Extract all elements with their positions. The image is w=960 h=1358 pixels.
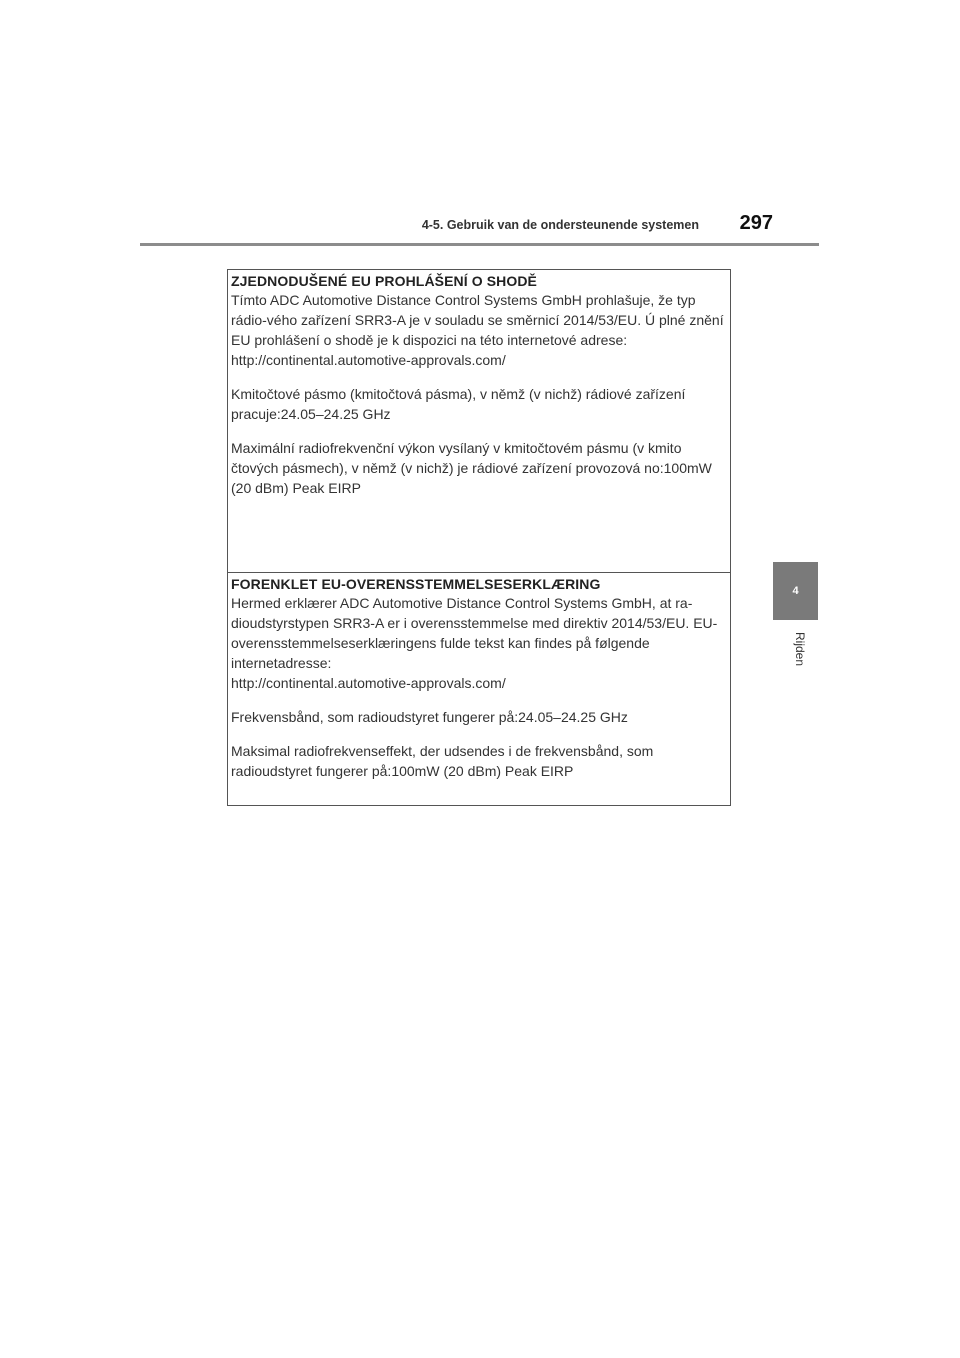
declaration-intro-text: Hermed erklærer ADC Automotive Distance Control Systems GmbH, at ra-dioudstyrstypen SRR3-A er i overensstemmelse med direktiv 2014/53/EU. EU-overensstemmelseserklæringens fulde tekst kan findes på følgende internetadresse:: [231, 595, 718, 671]
chapter-label: Rijden: [793, 632, 807, 667]
declaration-frequency-band: Frekvensbånd, som radioudstyret fungerer på:24.05–24.25 GHz: [231, 709, 628, 725]
chapter-tab: [773, 562, 818, 620]
declaration-title: ZJEDNODUŠENÉ EU PROHLÁŠENÍ O SHODĚ: [231, 273, 537, 289]
chapter-number: 4: [792, 585, 799, 597]
declaration-title: FORENKLET EU-OVERENSSTEMMELSESERKLÆRING: [231, 576, 601, 592]
declaration-frequency-band: Kmitočtové pásmo (kmitočtová pásma), v němž (v nichž) rádiové zařízení pracuje:24.05–24.25 GHz: [231, 386, 686, 422]
declaration-intro: [231, 593, 728, 693]
header-rule: [140, 243, 819, 246]
declaration-box: [227, 269, 731, 806]
declaration-danish: [228, 572, 730, 805]
page-number: 297: [739, 212, 773, 234]
declaration-max-power: Maximální radiofrekvenční výkon vysílaný v kmitočtovém pásmu (v kmito čtových pásmech), v němž (v nichž) je rádiové zařízení provozová no:100mW (20 dBm) Peak EIRP: [231, 440, 712, 496]
declaration-intro-text: Tímto ADC Automotive Distance Control Systems GmbH prohlašuje, že typ rádio-vého zařízení SRR3-A je v souladu se směrnicí 2014/53/EU. Ú plné znění EU prohlášení o shodě je k dispozici na této internetové adrese:: [231, 292, 724, 348]
declaration-intro: [231, 290, 728, 370]
page-header: [140, 210, 819, 246]
section-title: 4-5. Gebruik van de ondersteunende systemen: [421, 218, 699, 232]
declaration-czech: [228, 270, 730, 571]
declaration-max-power: Maksimal radiofrekvenseffekt, der udsendes i de frekvensbånd, som radioudstyret fungerer på:100mW (20 dBm) Peak EIRP: [231, 743, 654, 779]
declaration-url: http://continental.automotive-approvals.com/: [231, 352, 506, 368]
declaration-url: http://continental.automotive-approvals.com/: [231, 675, 506, 691]
